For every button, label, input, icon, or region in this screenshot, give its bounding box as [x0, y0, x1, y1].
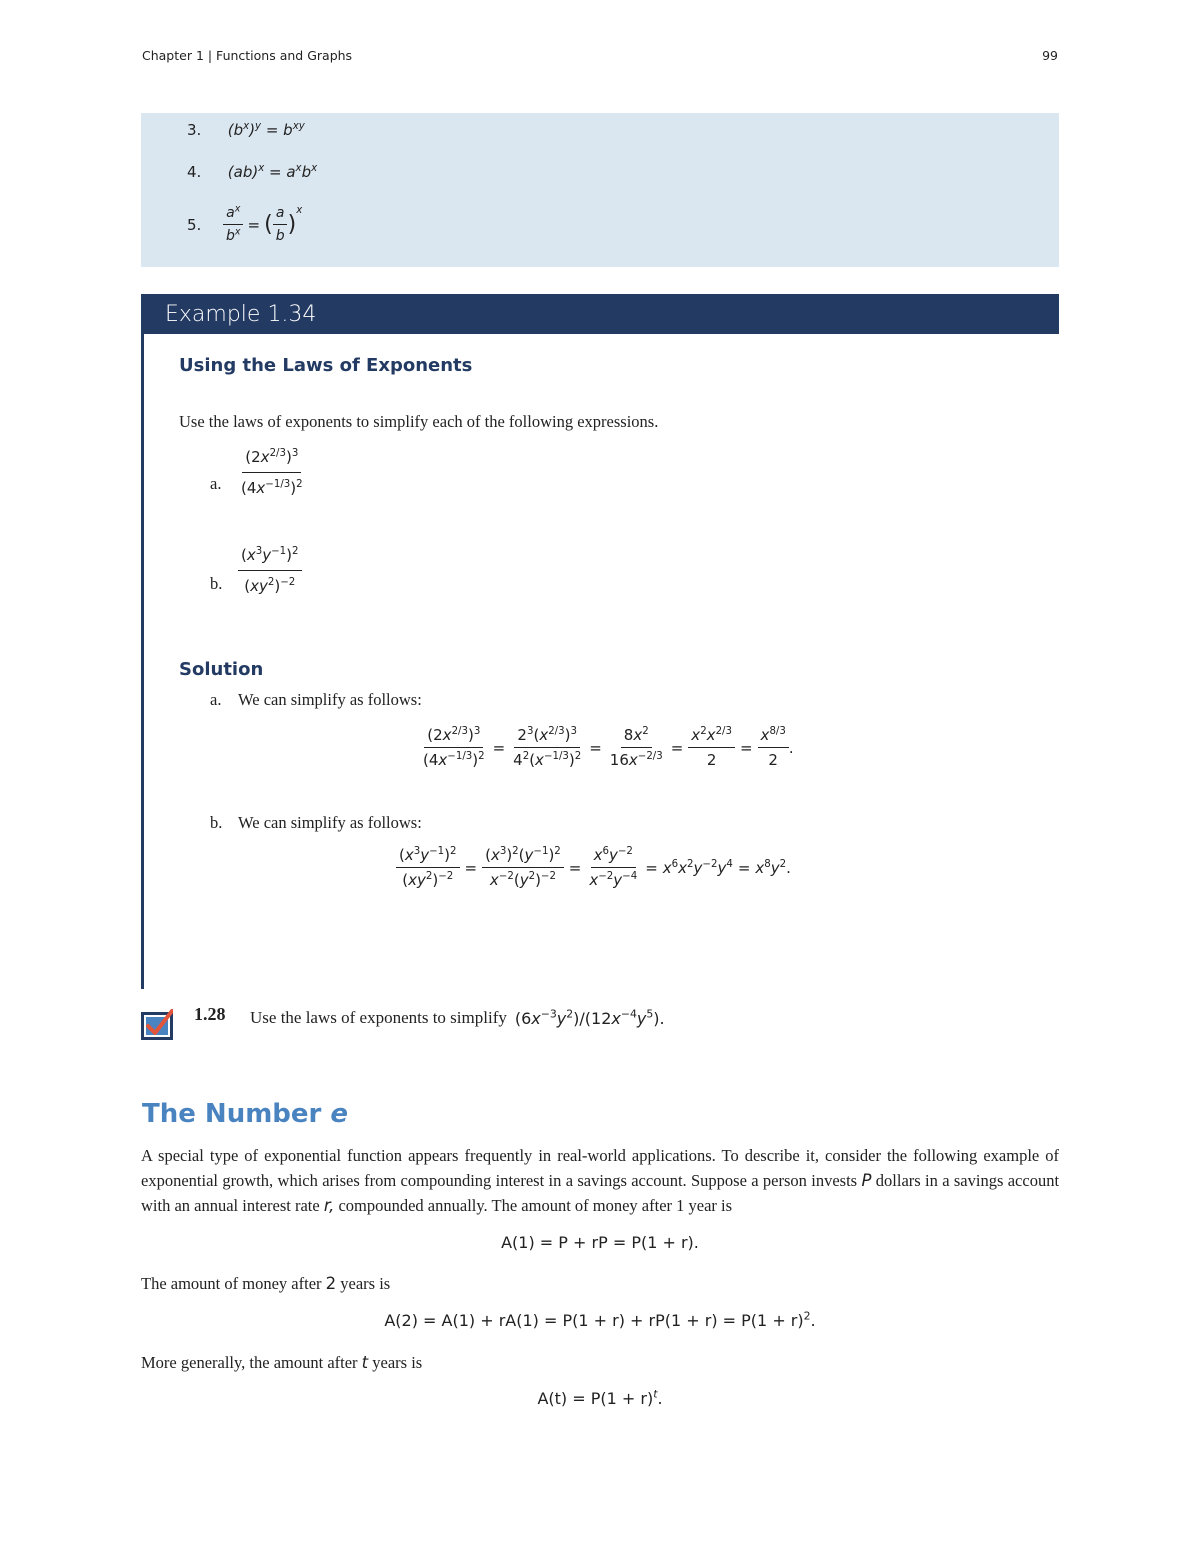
part-a-expression: $\frac{(2x^{2/3})^3}{(4x^{-1/3})^2}$: [241, 448, 303, 497]
solution-b-equation: $\frac{(x^3y^{-1})^2}{(xy^2)^{-2}}$ = $\frac{(x^3)^2(y^{-1})^2}{x^{-2}(y^2)^{-2}}$ = $\frac{x^6y^{-2}}{x^{-2}y^{-4}}$ = $x^6x^2y^{-2}y^4$ = $x^8y^2$.: [396, 846, 791, 889]
section-paragraph-3: More generally, the amount after t years is: [141, 1353, 423, 1372]
rule-5: 5. $\frac{a^x}{b^x}$ = ( $\frac{a}{b}$ ) $^x$: [187, 203, 303, 244]
solution-b-text: We can simplify as follows:: [238, 813, 422, 832]
section-paragraph-2: The amount of money after 2 years is: [141, 1274, 391, 1293]
solution-a-text: We can simplify as follows:: [238, 690, 422, 709]
solution-heading: Solution: [179, 659, 264, 680]
checkpoint-number: 1.28: [194, 1004, 226, 1024]
equation-a1: A(1) = P + rP = P(1 + r).: [501, 1233, 699, 1252]
part-a-label: a.: [210, 474, 222, 493]
page-number: 99: [1042, 48, 1058, 63]
section-title: The Number e: [142, 1099, 349, 1129]
section-paragraph-1: A special type of exponential function appears frequently in real-world applications. To describe it, consider the following example of exponential growth, which arises from compounding interest in a savings account. Suppose a person invests P dollars in a savings account with an annual interest rate r, compounded annually. The amount of money after 1 year is: [141, 1146, 1060, 1215]
checkpoint-checkbox-icon: [141, 1008, 173, 1040]
part-b-label: b.: [210, 574, 223, 593]
checkpoint-prompt: Use the laws of exponents to simplify $(6x^{-3}y^2)/(12x^{-4}y^5)$.: [250, 1007, 665, 1028]
example-heading: Using the Laws of Exponents: [179, 355, 473, 376]
rule-4: 4. $(ab)^x = a^xb^x$: [187, 163, 318, 181]
rule-3: 3. $(b^x)^y = b^{xy}$: [187, 121, 305, 139]
example-header: [141, 294, 1059, 334]
example-side-rule: [141, 334, 144, 989]
solution-b-label: b.: [210, 813, 223, 832]
solution-a-label: a.: [210, 690, 222, 709]
solution-a-equation: $\frac{(2x^{2/3})^3}{(4x^{-1/3})^2}$ = $\frac{2^3(x^{2/3})^3}{4^2(x^{-1/3})^2}$ = $\frac{8x^2}{16x^{-2/3}}$ = $\frac{x^2x^{2/3}}{2}$ = $\frac{x^{8/3}}{2}$ .: [423, 726, 794, 769]
equation-a2: $A(2) = A(1) + rA(1) = P(1 + r) + rP(1 + r) = P(1 + r)^2$.: [384, 1309, 816, 1330]
part-b-expression: $\frac{(x^3y^{-1})^2}{(xy^2)^{-2}}$: [238, 546, 302, 595]
running-header-chapter: Chapter 1 | Functions and Graphs: [142, 48, 353, 63]
example-label: Example 1.34: [165, 302, 317, 327]
checkpoint-text: Use the laws of exponents to simplify: [250, 1008, 507, 1027]
exponent-rules-box: [141, 113, 1059, 267]
equation-at: $A(t) = P(1 + r)^t$.: [537, 1387, 663, 1408]
example-prompt: Use the laws of exponents to simplify each of the following expressions.: [179, 412, 659, 431]
